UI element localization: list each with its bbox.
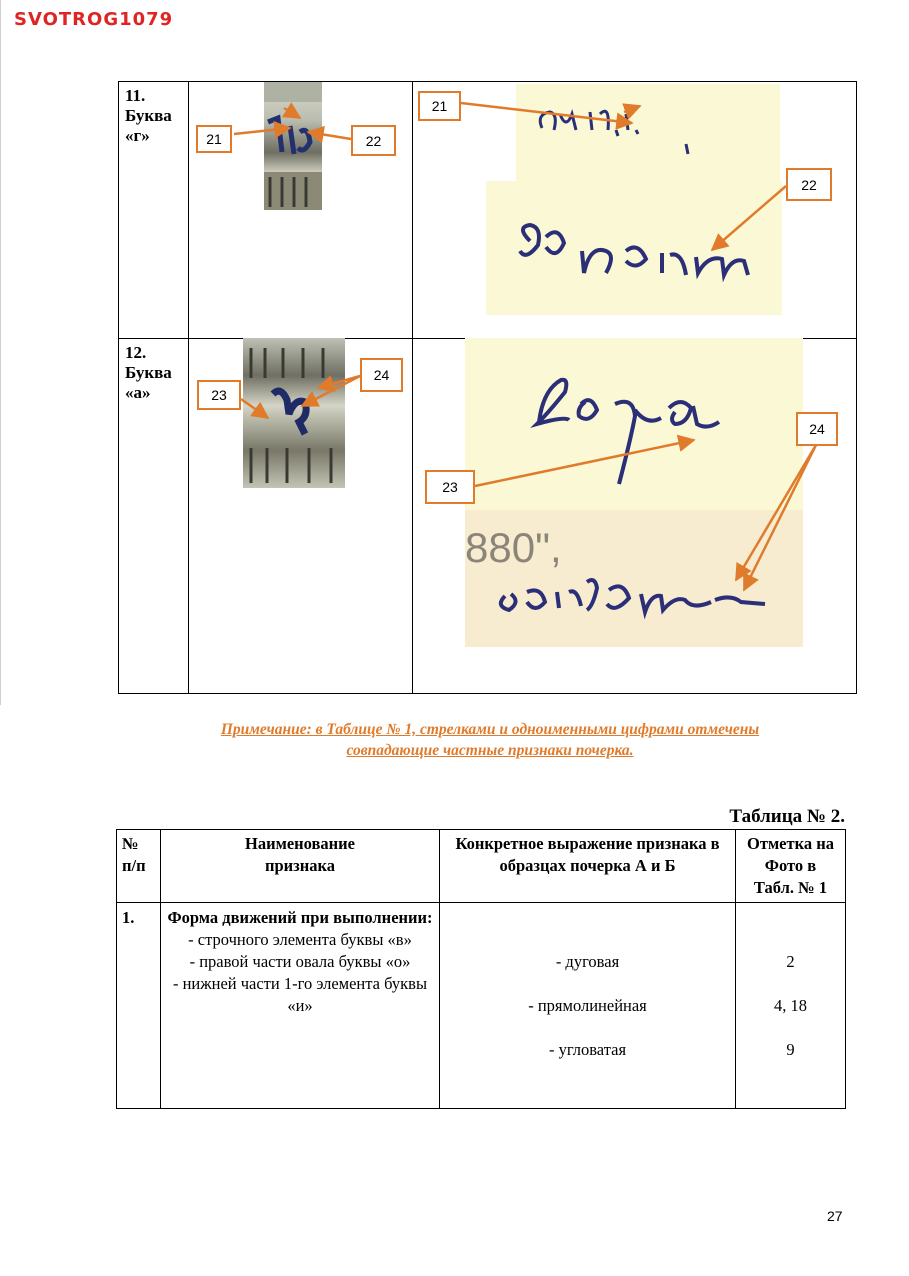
marker-tag-21: 21 <box>196 125 232 153</box>
feature-expression: - дуговая <box>555 952 620 971</box>
reference-photo-g-2 <box>486 181 782 315</box>
sample-photo-a-image <box>243 338 345 488</box>
row-label-cell <box>119 339 189 694</box>
marker-tag-24: 24 <box>796 412 838 446</box>
feature-title: Форма движений при выполнении: <box>167 908 433 927</box>
row-number: 11. <box>125 86 146 105</box>
printed-text-fragment: 880", <box>465 524 562 571</box>
note-line-2: совпадающие частные признаки почерка. <box>346 742 634 759</box>
reference-photo-a-2 <box>465 510 803 647</box>
row-letter: «г» <box>125 126 150 145</box>
feature-mark: 2 <box>786 952 795 971</box>
feature-item: - нижней части 1-го элемента буквы «и» <box>172 974 428 1015</box>
sample-photo-g-image <box>264 82 322 210</box>
handwriting-image <box>516 84 780 186</box>
marker-tag-21: 21 <box>418 91 461 121</box>
reference-photo-g-1 <box>516 84 780 186</box>
marker-tag-23: 23 <box>197 380 241 410</box>
header-expression: Конкретное выражение признака в образцах почерка А и Б <box>440 830 736 903</box>
feature-item: - правой части овала буквы «о» <box>189 952 411 971</box>
feature-mark: 9 <box>786 1040 795 1059</box>
note-line-1: Примечание: в Таблице № 1, стрелками и одноименными цифрами отмечены <box>220 721 760 738</box>
marker-tag-24: 24 <box>360 358 403 392</box>
reference-photo-a-1 <box>465 338 803 510</box>
page-number: 27 <box>827 1208 843 1224</box>
sample-photo-g <box>264 82 322 210</box>
handwriting-image <box>486 181 782 315</box>
feature-item: - строчного элемента буквы «в» <box>188 930 412 949</box>
header-num: № п/п <box>117 830 161 903</box>
row-letter: «а» <box>125 383 151 402</box>
feature-mark: 4, 18 <box>774 996 807 1015</box>
handwriting-image <box>465 510 803 647</box>
marker-tag-22: 22 <box>351 125 396 156</box>
feature-expressions-cell <box>440 903 736 1109</box>
table-row <box>117 903 846 1109</box>
row-num: 1. <box>117 903 161 1109</box>
marker-tag-23: 23 <box>425 470 475 504</box>
row-label-cell <box>119 82 189 339</box>
watermark: SVOTROG1079 <box>14 9 174 30</box>
row-word: Буква <box>125 363 172 382</box>
table-note <box>130 719 850 761</box>
table-caption: Таблица № 2. <box>729 806 845 827</box>
features-table <box>116 829 846 1109</box>
table-header-row <box>117 830 846 903</box>
row-word: Буква <box>125 106 172 125</box>
row-number: 12. <box>125 343 147 362</box>
feature-expression: - угловатая <box>548 1040 627 1059</box>
handwriting-image <box>465 338 803 510</box>
feature-marks-cell <box>736 903 846 1109</box>
header-mark: Отметка на Фото в Табл. № 1 <box>736 830 846 903</box>
marker-tag-22: 22 <box>786 168 832 201</box>
header-name: Наименование признака <box>161 830 440 903</box>
feature-expression: - прямолинейная <box>528 996 647 1015</box>
sample-photo-a <box>243 338 345 488</box>
page-edge <box>0 0 1 705</box>
feature-names-cell <box>161 903 440 1109</box>
